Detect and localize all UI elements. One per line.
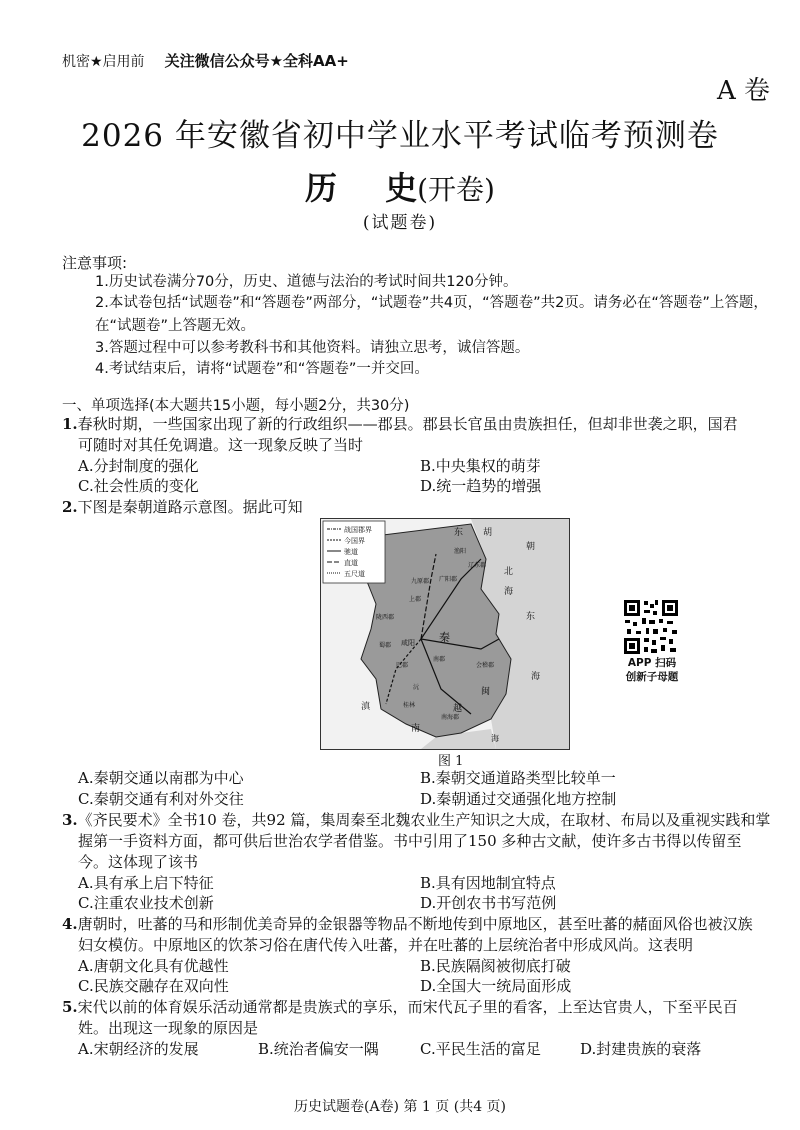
option-c: C.秦朝交通有利对外交往: [78, 790, 244, 808]
section-heading: 一、单项选择(本大题共15小题，每小题2分，共30分): [62, 398, 410, 414]
question-number: 3.: [62, 811, 78, 829]
wechat-label: 关注微信公众号★全科AA+: [164, 52, 349, 70]
question-number: 2.: [62, 498, 78, 516]
subject-char-2: 史: [385, 169, 418, 207]
question-text: 妇女模仿。中原地区的饮茶习俗在唐代传入吐蕃，并在吐蕃的上层统治者中形成风尚。这表明: [78, 936, 694, 954]
question-text: 《齐民要术》全书10 卷，共92 篇，集周秦至北魏农业生产知识之大成，在取材、布局以及重视实践和掌: [77, 811, 771, 829]
option-d: D.统一趋势的增强: [420, 477, 542, 495]
option-c: C.民族交融存在双向性: [78, 977, 229, 995]
map-label: 九原郡: [411, 578, 430, 585]
option-c: C.注重农业技术创新: [78, 894, 214, 912]
map-label: 南: [411, 724, 421, 734]
question-stem: [62, 497, 782, 518]
notice-item: 2.本试卷包括“试题卷”和“答题卷”两部分，“试题卷”共4页，“答题卷”共2页。请务必在“答题卷”上答题，在“试题卷”上答题无效。: [95, 295, 768, 334]
figure-caption: 图 1: [438, 754, 464, 769]
notice-heading: 注意事项:: [62, 254, 128, 272]
legend-label: 战国郡界: [344, 526, 372, 534]
map-label: 秦: [439, 631, 450, 644]
question-number: 4.: [62, 915, 78, 933]
question-stem: [62, 997, 782, 1018]
map-label: 桂林: [403, 702, 416, 709]
header-line: [62, 50, 349, 71]
map-label: 海: [504, 587, 514, 597]
map-label: 胡: [483, 528, 493, 538]
map-label: 北: [504, 567, 514, 577]
option-d: D.开创农书书写范例: [420, 894, 557, 912]
question-text: 握第一手资料方面，都可供后世治农学者借鉴。书中引用了150 多种古文献，使许多古书得以传留至: [78, 832, 742, 850]
map-label: 南海郡: [441, 714, 460, 721]
question-stem: [62, 414, 782, 435]
map-label: 海: [491, 734, 499, 743]
question-text: 春秋时期，一些国家出现了新的行政组织——郡县。郡县长官虽由贵族担任，但却非世袭之职，国君: [77, 415, 738, 433]
question-stem: [62, 810, 782, 831]
qr-code[interactable]: [622, 598, 680, 656]
question-text: 可随时对其任免调遣。这一现象反映了当时: [78, 436, 364, 454]
option-a: A.唐朝文化具有优越性: [78, 957, 229, 975]
question-text: 宋代以前的体育娱乐活动通常都是贵族式的享乐，而宋代瓦子里的看客，上至达官贵人，下至平民百: [77, 998, 738, 1016]
subject-title: [0, 163, 800, 209]
question-stem: [62, 914, 782, 935]
booklet-label: (试题卷): [362, 213, 438, 233]
notice-item: 4.考试结束后，请将“试题卷”和“答题卷”一并交回。: [95, 361, 429, 377]
option-c: C.平民生活的富足: [420, 1040, 541, 1058]
map-label: 东: [454, 528, 464, 538]
map-label: 海: [531, 672, 541, 682]
map-label: 辽东郡: [468, 562, 487, 569]
map-label: 越: [453, 704, 463, 714]
option-b: B.统治者偏安一隅: [258, 1040, 379, 1058]
question-number: 5.: [62, 998, 78, 1016]
map-label: 巴郡: [396, 662, 409, 669]
question-text: 唐朝时，吐蕃的马和形制优美奇异的金银器等物品不断地传到中原地区，甚至吐蕃的赭面风俗也被汉族: [77, 915, 753, 933]
question-number: 1.: [62, 415, 78, 433]
qin-road-map: [320, 518, 570, 750]
legend-label: 驰道: [344, 548, 358, 556]
option-a: A.宋朝经济的发展: [78, 1040, 199, 1058]
map-label: 朝: [526, 542, 536, 552]
notice-item: 3.答题过程中可以参考教科书和其他资料。请独立思考，诚信答题。: [95, 340, 530, 356]
legend-label: 直道: [344, 559, 358, 567]
map-label: 蜀郡: [379, 642, 392, 649]
map-label: 会稽郡: [476, 662, 495, 669]
map-label: 渔阳: [454, 548, 467, 555]
map-label: 上郡: [409, 596, 422, 603]
legend-label: 今国界: [344, 537, 365, 545]
map-label: 东: [526, 612, 536, 622]
map-label: 陇西郡: [376, 614, 395, 621]
option-b: B.民族隔阂被彻底打破: [420, 957, 571, 975]
option-c: C.社会性质的变化: [78, 477, 199, 495]
option-a: A.分封制度的强化: [78, 457, 199, 475]
map-label: 咸阳: [401, 639, 415, 647]
page-footer: 历史试题卷(A卷) 第 1 页 (共4 页): [293, 1099, 507, 1115]
secrecy-label: 机密★启用前: [62, 54, 145, 70]
option-d: D.封建贵族的衰落: [580, 1040, 702, 1058]
option-b: B.秦朝交通道路类型比较单一: [420, 769, 616, 787]
qr-caption-line: APP 扫码: [627, 657, 677, 669]
subject-mode: (开卷): [417, 173, 495, 206]
map-svg: [321, 519, 569, 749]
question-text: 姓。出现这一现象的原因是: [78, 1019, 259, 1037]
qr-caption: [612, 656, 692, 684]
map-label: 滇: [361, 702, 371, 712]
map-label: 沅: [413, 684, 420, 691]
option-b: B.具有因地制宜特点: [420, 874, 556, 892]
notice-item: 1.历史试卷满分70分，历史、道德与法治的考试时间共120分钟。: [95, 274, 518, 290]
question-text: 今。这体现了该书: [78, 853, 199, 871]
option-b: B.中央集权的萌芽: [420, 457, 541, 475]
exam-title: 2026 年安徽省初中学业水平考试临考预测卷: [81, 118, 719, 154]
option-d: D.秦朝通过交通强化地方控制: [420, 790, 617, 808]
legend-label: 五尺道: [344, 570, 365, 578]
qr-code-icon: [622, 598, 680, 656]
map-label: 闽: [481, 687, 491, 697]
option-a: A.具有承上启下特征: [78, 874, 214, 892]
option-d: D.全国大一统局面形成: [420, 977, 572, 995]
map-label: 南郡: [433, 656, 446, 663]
option-a: A.秦朝交通以南郡为中心: [78, 769, 244, 787]
question-text: 下图是秦朝道路示意图。据此可知: [77, 498, 303, 516]
paper-version: A 卷: [716, 76, 770, 106]
subject-char-1: 历: [305, 169, 338, 207]
qr-caption-line: 创新子母题: [625, 671, 679, 683]
map-label: 广阳郡: [439, 576, 458, 583]
